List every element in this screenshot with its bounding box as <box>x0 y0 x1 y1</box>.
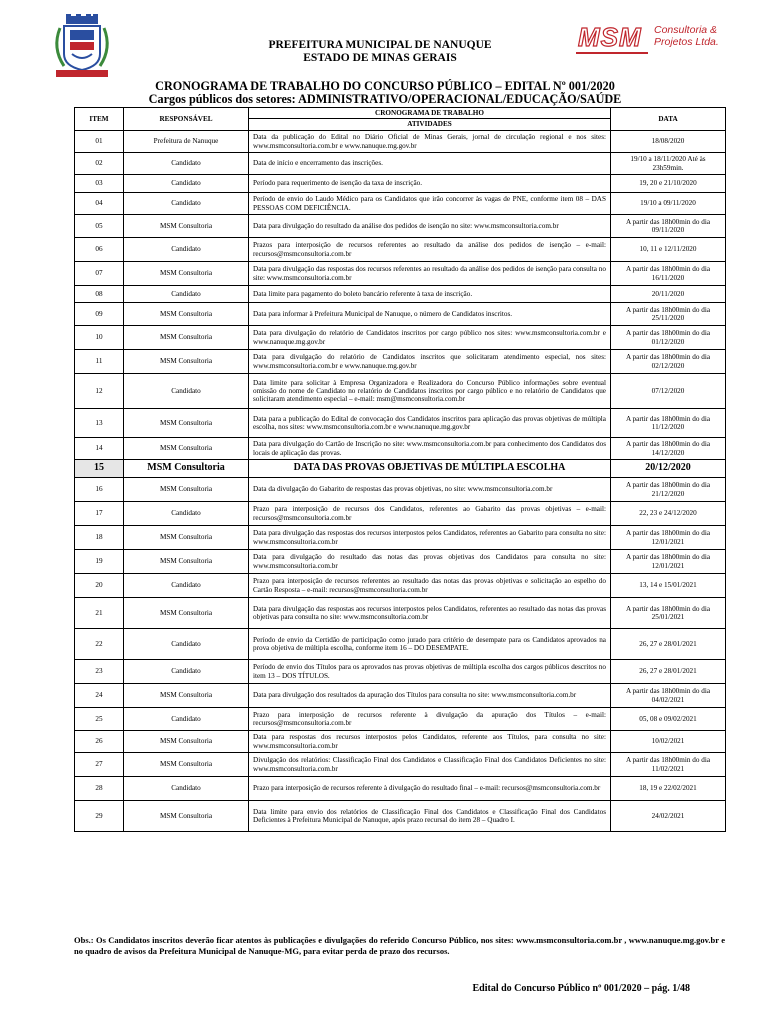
cell-date: 26, 27 e 28/01/2021 <box>611 660 726 684</box>
table-row-exam-date <box>75 460 726 478</box>
cell-activity: Data para divulgação das respostas dos recursos interpostos pelos Candidatos, referentes ao Gabarito para consulta no site: www.msmconsultoria.com.br <box>249 526 611 550</box>
cell-date: A partir das 18h00min do dia 25/11/2020 <box>611 303 726 326</box>
cell-activity: Data para informar à Prefeitura Municipal de Nanuque, o número de Candidatos inscritos. <box>249 303 611 326</box>
document-title <box>60 80 710 106</box>
cell-activity: Prazo para interposição de recursos dos Candidatos, referentes ao Gabarito das provas objetivas – e-mail: recursos@msmconsultoria.com.br <box>249 502 611 526</box>
cell-responsible: Prefeitura de Nanuque <box>124 131 249 153</box>
cell-activity: Data para divulgação do resultado da análise dos pedidos de isenção no site: www.msmconsultoria.com.br <box>249 215 611 238</box>
cell-item: 05 <box>75 215 124 238</box>
table-row <box>75 215 726 238</box>
cell-item: 18 <box>75 526 124 550</box>
cell-activity: Data para divulgação das respostas dos recursos referentes ao resultado da análise dos pedidos de isenção para consulta no site: www.msmconsultoria.com.br <box>249 262 611 286</box>
cell-responsible: MSM Consultoria <box>124 326 249 350</box>
cell-activity: Prazos para interposição de recursos referentes ao resultado da análise dos pedidos de isenção – e-mail: recursos@msmconsultoria.com.br <box>249 238 611 262</box>
msm-logo-brand: MSM <box>578 22 642 52</box>
cell-activity: Data de início e encerramento das inscrições. <box>249 153 611 175</box>
table-row <box>75 350 726 374</box>
cell-item: 10 <box>75 326 124 350</box>
cell-responsible: MSM Consultoria <box>124 753 249 777</box>
cell-responsible: Candidato <box>124 175 249 193</box>
table-row <box>75 238 726 262</box>
table-row <box>75 286 726 303</box>
cell-date: A partir das 18h00min do dia 21/12/2020 <box>611 478 726 502</box>
observation-note: Obs.: Os Candidatos inscritos deverão ficar atentos às publicações e divulgações do referido Concurso Público, nos sites: www.msmconsultoria.com.br , www.nanuque.mg.gov.br e no quadro de avisos da Prefeitura Municipal de Nanuque-MG, para evitar perda de prazo dos recursos. <box>74 935 725 956</box>
table-row <box>75 526 726 550</box>
table-row <box>75 708 726 731</box>
cell-item: 22 <box>75 629 124 660</box>
cell-date: 20/12/2020 <box>611 460 726 478</box>
table-row <box>75 131 726 153</box>
cell-item: 16 <box>75 478 124 502</box>
cell-responsible: Candidato <box>124 777 249 801</box>
msm-logo-underline <box>576 52 648 54</box>
cell-item: 09 <box>75 303 124 326</box>
cell-date: A partir das 18h00min do dia 09/11/2020 <box>611 215 726 238</box>
cell-activity: Data para divulgação do relatório de Candidatos inscritos que solicitaram atendimento especial, nos sites: www.msmconsultoria.com.br e www.nanuque.mg.gov.br <box>249 350 611 374</box>
table-row <box>75 303 726 326</box>
cell-date: A partir das 18h00min do dia 11/02/2021 <box>611 753 726 777</box>
cell-activity: Data para divulgação do resultado das notas das provas objetivas dos Candidatos para consulta no site: www.msmconsultoria.com.br <box>249 550 611 574</box>
cell-activity: Data da publicação do Edital no Diário Oficial de Minas Gerais, jornal de circulação regional e nos sites: www.msmconsultoria.com.br e www.nanuque.mg.gov.br <box>249 131 611 153</box>
cell-responsible: MSM Consultoria <box>124 731 249 753</box>
table-row <box>75 502 726 526</box>
cell-item: 04 <box>75 193 124 215</box>
cell-date: 20/11/2020 <box>611 286 726 303</box>
table-row <box>75 326 726 350</box>
table-row <box>75 660 726 684</box>
cell-responsible: MSM Consultoria <box>124 598 249 629</box>
cell-activity: Período de envio da Certidão de participação como jurado para critério de desempate para os Candidatos aprovados na prova objetiva de múltipla escolha, conforme item 16 – DO DESEMPATE. <box>249 629 611 660</box>
cell-activity: Data limite para pagamento do boleto bancário referente à taxa de inscrição. <box>249 286 611 303</box>
col-ativ-header: ATIVIDADES <box>249 119 611 131</box>
msm-logo-sub1: Consultoria & <box>654 24 718 36</box>
col-resp-header: RESPONSÁVEL <box>124 108 249 131</box>
table-row <box>75 777 726 801</box>
col-item-header: ITEM <box>75 108 124 131</box>
cell-date: 10, 11 e 12/11/2020 <box>611 238 726 262</box>
page-footer: Edital do Concurso Público nº 001/2020 – pág. 1/48 <box>472 983 690 994</box>
cell-item: 07 <box>75 262 124 286</box>
cell-responsible: MSM Consultoria <box>124 215 249 238</box>
cell-date: 10/02/2021 <box>611 731 726 753</box>
title-line1: CRONOGRAMA DE TRABALHO DO CONCURSO PÚBLICO – EDITAL Nº 001/2020 <box>155 79 615 93</box>
cell-activity: Período de envio dos Títulos para os aprovados nas provas objetivas de múltipla escolha dos cargos públicos descritos no item 13 – DOS TÍTULOS. <box>249 660 611 684</box>
cell-date: A partir das 18h00min do dia 11/12/2020 <box>611 409 726 438</box>
cell-responsible: MSM Consultoria <box>124 550 249 574</box>
cell-responsible: MSM Consultoria <box>124 438 249 460</box>
cell-activity: Período para requerimento de isenção da taxa de inscrição. <box>249 175 611 193</box>
cell-date: A partir das 18h00min do dia 01/12/2020 <box>611 326 726 350</box>
cell-item: 02 <box>75 153 124 175</box>
cell-date: 19/10 a 18/11/2020 Até às 23h59min. <box>611 153 726 175</box>
cell-date: 22, 23 e 24/12/2020 <box>611 502 726 526</box>
cell-date: A partir das 18h00min do dia 14/12/2020 <box>611 438 726 460</box>
cell-date: A partir das 18h00min do dia 12/01/2021 <box>611 526 726 550</box>
cell-responsible: Candidato <box>124 708 249 731</box>
cell-date: 24/02/2021 <box>611 801 726 832</box>
cell-activity: Prazo para interposição de recursos referente à divulgação do resultado final – e-mail: recursos@msmconsultoria.com.br <box>249 777 611 801</box>
state-name: ESTADO DE MINAS GERAIS <box>303 52 457 64</box>
cell-responsible: Candidato <box>124 660 249 684</box>
cell-item: 28 <box>75 777 124 801</box>
cell-activity: DATA DAS PROVAS OBJETIVAS DE MÚLTIPLA ESCOLHA <box>249 460 611 478</box>
cell-date: 05, 08 e 09/02/2021 <box>611 708 726 731</box>
cell-responsible: Candidato <box>124 286 249 303</box>
cell-responsible: MSM Consultoria <box>124 262 249 286</box>
cell-responsible: MSM Consultoria <box>124 350 249 374</box>
col-data-header: DATA <box>611 108 726 131</box>
schedule-table <box>74 107 726 832</box>
cell-responsible: MSM Consultoria <box>124 526 249 550</box>
cell-activity: Data para a publicação do Edital de convocação dos Candidatos inscritos para aplicação das provas objetivas de múltipla escolha, nos sites: www.msmconsultoria.com.br e www.nanuque.mg.gov.br <box>249 409 611 438</box>
table-row <box>75 262 726 286</box>
cell-item: 25 <box>75 708 124 731</box>
cell-date: 26, 27 e 28/01/2021 <box>611 629 726 660</box>
table-row <box>75 684 726 708</box>
cell-item: 15 <box>75 460 124 478</box>
cell-activity: Prazo para interposição de recursos referente à divulgação da apuração dos Títulos – e-mail: recursos@msmconsultoria.com.br <box>249 708 611 731</box>
cell-item: 06 <box>75 238 124 262</box>
cell-activity: Data para divulgação do Cartão de Inscrição no site: www.msmconsultoria.com.br para conhecimento dos Candidatos dos locais de aplicação das provas. <box>249 438 611 460</box>
cell-item: 03 <box>75 175 124 193</box>
cell-responsible: Candidato <box>124 153 249 175</box>
table-row <box>75 438 726 460</box>
cell-activity: Data para divulgação dos resultados da apuração dos Títulos para consulta no site: www.msmconsultoria.com.br <box>249 684 611 708</box>
cell-date: A partir das 18h00min do dia 25/01/2021 <box>611 598 726 629</box>
table-row <box>75 478 726 502</box>
table-row <box>75 153 726 175</box>
table-row <box>75 801 726 832</box>
table-row <box>75 409 726 438</box>
cell-date: A partir das 18h00min do dia 02/12/2020 <box>611 350 726 374</box>
cell-item: 19 <box>75 550 124 574</box>
group-header: CRONOGRAMA DE TRABALHO <box>249 108 611 119</box>
cell-activity: Data para respostas dos recursos interpostos pelos Candidatos, referente aos Títulos, para consulta no site: www.msmconsultoria.com.br <box>249 731 611 753</box>
cell-responsible: Candidato <box>124 238 249 262</box>
cell-date: A partir das 18h00min do dia 12/01/2021 <box>611 550 726 574</box>
cell-activity: Data da divulgação do Gabarito de respostas das provas objetivas, no site: www.msmconsultoria.com.br <box>249 478 611 502</box>
cell-responsible: Candidato <box>124 193 249 215</box>
cell-date: 07/12/2020 <box>611 374 726 409</box>
table-row <box>75 629 726 660</box>
cell-date: A partir das 18h00min do dia 16/11/2020 <box>611 262 726 286</box>
msm-logo-subtitle <box>654 24 719 48</box>
cell-responsible: MSM Consultoria <box>124 409 249 438</box>
cell-activity: Período de envio do Laudo Médico para os Candidatos que irão concorrer às vagas de PNE, conforme item 08 – DAS PESSOAS COM DEFICIÊNCIA. <box>249 193 611 215</box>
cell-responsible: MSM Consultoria <box>124 684 249 708</box>
table-row <box>75 550 726 574</box>
cell-item: 17 <box>75 502 124 526</box>
cell-item: 08 <box>75 286 124 303</box>
cell-item: 24 <box>75 684 124 708</box>
cell-item: 20 <box>75 574 124 598</box>
cell-responsible: Candidato <box>124 629 249 660</box>
cell-activity: Prazo para interposição de recursos referentes ao resultado das notas das provas objetivas e solicitação ao espelho do Cartão Resposta – e-mail: recursos@msmconsultoria.com.br <box>249 574 611 598</box>
municipality-header <box>180 39 580 65</box>
cell-item: 29 <box>75 801 124 832</box>
cell-responsible: MSM Consultoria <box>124 801 249 832</box>
cell-date: 19, 20 e 21/10/2020 <box>611 175 726 193</box>
cell-item: 14 <box>75 438 124 460</box>
table-row <box>75 574 726 598</box>
cell-item: 23 <box>75 660 124 684</box>
table-row <box>75 193 726 215</box>
cell-date: 18, 19 e 22/02/2021 <box>611 777 726 801</box>
cell-responsible: Candidato <box>124 374 249 409</box>
cell-responsible: MSM Consultoria <box>124 460 249 478</box>
table-row <box>75 753 726 777</box>
msm-logo-sub2: Projetos Ltda. <box>654 36 719 48</box>
cell-item: 12 <box>75 374 124 409</box>
cell-activity: Data limite para solicitar à Empresa Organizadora e Realizadora do Concurso Público informações sobre eventual omissão do nome de Candidato no relatório de Candidatos inscritos por cargo público e no relatório de Candidatos que solicitaram atendimento especial – e-mail: msm@msmconsultoria.com.br <box>249 374 611 409</box>
cell-item: 11 <box>75 350 124 374</box>
cell-activity: Divulgação dos relatórios: Classificação Final dos Candidatos e Classificação Final dos Candidatos Deficientes no site: www.msmconsultoria.com.br <box>249 753 611 777</box>
cell-item: 21 <box>75 598 124 629</box>
title-line2: Cargos públicos dos setores: ADMINISTRATIVO/OPERACIONAL/EDUCAÇÃO/SAÚDE <box>148 92 622 106</box>
cell-item: 26 <box>75 731 124 753</box>
table-row <box>75 731 726 753</box>
cell-responsible: MSM Consultoria <box>124 303 249 326</box>
cell-activity: Data para divulgação das respostas aos recursos interpostos pelos Candidatos, referentes ao resultado das notas das provas objetivas para consulta no site: www.msmconsultoria.com.br <box>249 598 611 629</box>
cell-date: 18/08/2020 <box>611 131 726 153</box>
msm-logo <box>574 20 724 60</box>
cell-responsible: Candidato <box>124 574 249 598</box>
cell-date: 13, 14 e 15/01/2021 <box>611 574 726 598</box>
cell-date: A partir das 18h00min do dia 04/02/2021 <box>611 684 726 708</box>
cell-responsible: MSM Consultoria <box>124 478 249 502</box>
cell-item: 01 <box>75 131 124 153</box>
table-row <box>75 175 726 193</box>
municipal-crest-icon <box>50 14 114 80</box>
table-row <box>75 374 726 409</box>
cell-activity: Data para divulgação do relatório de Candidatos inscritos por cargo público nos sites: www.msmconsultoria.com.br e www.nanuque.mg.gov.br <box>249 326 611 350</box>
cell-item: 13 <box>75 409 124 438</box>
cell-responsible: Candidato <box>124 502 249 526</box>
cell-activity: Data limite para envio dos relatórios de Classificação Final dos Candidatos e Classificação Final dos Candidatos Deficientes à Prefeitura Municipal de Nanuque, após prazo recursal do item 28 – Quadro I. <box>249 801 611 832</box>
cell-item: 27 <box>75 753 124 777</box>
cell-date: 19/10 a 09/11/2020 <box>611 193 726 215</box>
table-row <box>75 598 726 629</box>
municipality-name: PREFEITURA MUNICIPAL DE NANUQUE <box>268 39 492 51</box>
